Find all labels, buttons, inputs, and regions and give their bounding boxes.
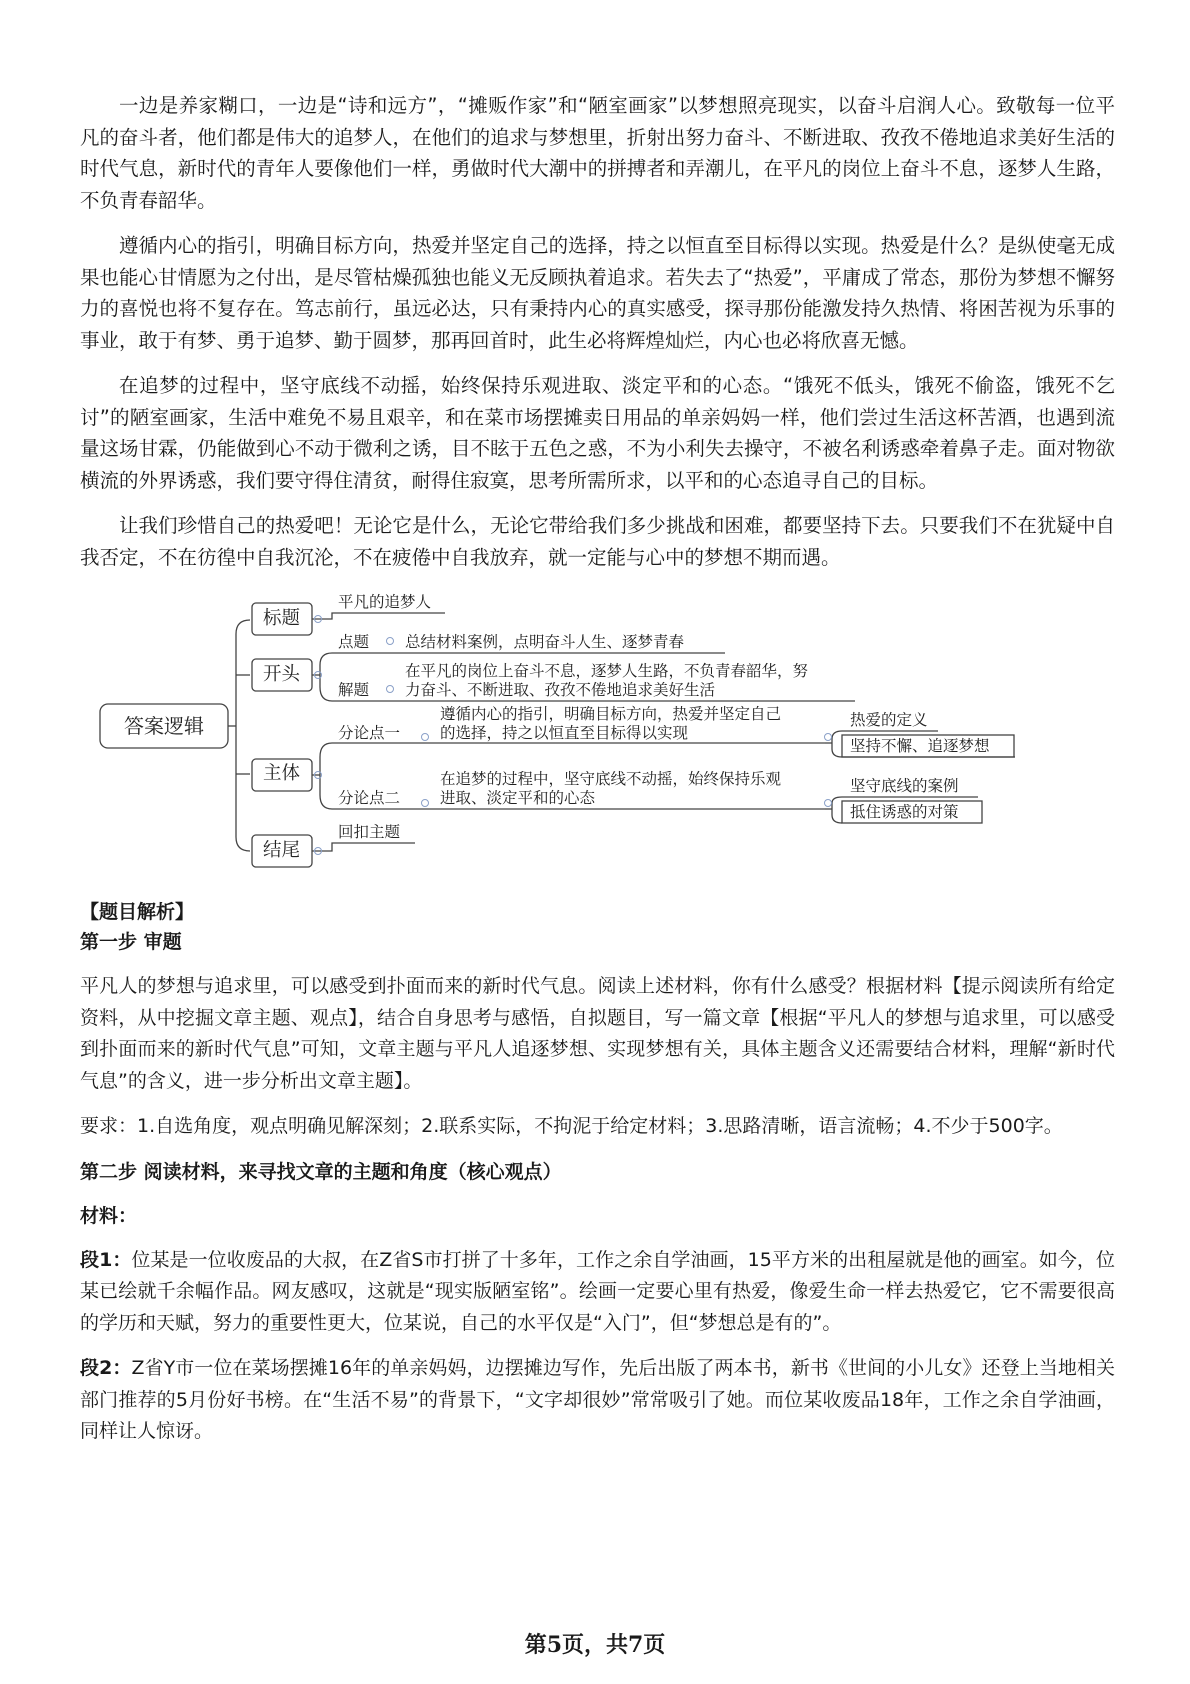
opening-fork bbox=[320, 653, 332, 701]
answer-logic-mindmap bbox=[80, 587, 1115, 897]
sub1-line-2: 的选择，持之以恒直至目标得以实现 bbox=[440, 724, 689, 742]
sub2-leaf-collapse-icon bbox=[825, 800, 832, 807]
sub2-leaf-2: 抵住诱惑的对策 bbox=[850, 803, 959, 821]
essay-paragraph-1: 一边是养家糊口，一边是“诗和远方”，“摊贩作家”和“陋室画家”以梦想照亮现实，以奋斗启润人心。致敬每一位平凡的奋斗者，他们都是伟大的追梦人，在他们的追求与梦想里，折射出努力奋斗、不断进取、孜孜不倦地追求美好生活的时代气息，新时代的青年人要像他们一样，勇做时代大潮中的拼搏者和弄潮儿，在平凡的岗位上奋斗不息，逐梦人生路，不负青春韶华。 bbox=[80, 94, 1115, 212]
sub1-collapse-icon bbox=[422, 734, 429, 741]
segment-2 bbox=[80, 1353, 1115, 1448]
node-title: 标题 bbox=[263, 608, 301, 629]
analysis-section-title: 【题目解析】 bbox=[80, 901, 195, 923]
node-opening: 开头 bbox=[263, 664, 301, 685]
sub2-leaf-1: 坚守底线的案例 bbox=[850, 777, 959, 795]
explain-label: 解题 bbox=[338, 681, 370, 699]
node-body: 主体 bbox=[263, 763, 301, 784]
sub2-collapse-icon bbox=[422, 800, 429, 807]
explain-line-1: 在平凡的岗位上奋斗不息，逐梦人生路，不负青春韶华，努 bbox=[405, 662, 809, 680]
point-text: 总结材料案例，点明奋斗人生、逐梦青春 bbox=[405, 633, 685, 651]
sub1-fork bbox=[832, 731, 842, 757]
sub1-leaf-collapse-icon bbox=[825, 734, 832, 741]
segment-1-label: 段1： bbox=[80, 1248, 132, 1271]
essay-paragraph-3: 在追梦的过程中，坚守底线不动摇，始终保持乐观进取、淡定平和的心态。“饿死不低头，饿死不偷盗，饿死不乞讨”的陋室画家，生活中难免不易且艰辛，和在菜市场摆摊卖日用品的单亲妈妈一样，他们尝过生活这杯苦酒，也遇到流量这场甘霖，仍能做到心不动于微利之诱，目不眩于五色之惑，不为小利失去操守，不被名利诱惑牵着鼻子走。面对物欲横流的外界诱惑，我们要守得住清贫，耐得住寂寞，思考所需所求，以平和的心态追寻自己的目标。 bbox=[80, 374, 1115, 492]
requirements-text: 要求：1.自选角度，观点明确见解深刻；2.联系实际，不拘泥于给定材料；3.思路清晰，语言流畅；4.不少于500字。 bbox=[80, 1115, 1063, 1137]
step1-text: 平凡人的梦想与追求里，可以感受到扑面而来的新时代气息。阅读上述材料，你有什么感受？根据材料【提示阅读所有给定资料，从中挖掘文章主题、观点】，结合自身思考与感悟，自拟题目，写一篇文章【根据“平凡人的梦想与追求里，可以感受到扑面而来的新时代气息”可知，文章主题与平凡人追逐梦想、实现梦想有关，具体主题含义还需要结合材料，理解“新时代气息”的含义，进一步分析出文章主题】。 bbox=[80, 975, 1115, 1092]
sub1-label: 分论点一 bbox=[338, 724, 401, 742]
trunk-line bbox=[236, 620, 250, 851]
point-label: 点题 bbox=[338, 633, 370, 651]
step1-title: 第一步 审题 bbox=[80, 931, 182, 953]
sub2-line-2: 进取、淡定平和的心态 bbox=[440, 789, 596, 807]
mindmap-root: 答案逻辑 bbox=[124, 714, 204, 738]
essay-paragraph-4: 让我们珍惜自己的热爱吧！无论它是什么，无论它带给我们多少挑战和困难，都要坚持下去。只要我们不在犹疑中自我否定，不在彷徨中自我沉沦，不在疲倦中自我放弃，就一定能与心中的梦想不期而遇。 bbox=[80, 514, 1115, 569]
title-value: 平凡的追梦人 bbox=[338, 593, 432, 611]
point-collapse-icon bbox=[387, 638, 394, 645]
segment-1 bbox=[80, 1245, 1115, 1340]
ending-value: 回扣主题 bbox=[338, 823, 401, 841]
explain-line-2: 力奋斗、不断进取、孜孜不倦地追求美好生活 bbox=[405, 681, 716, 699]
material-label: 材料： bbox=[80, 1204, 138, 1227]
page-footer: 第5页，共7页 bbox=[524, 1632, 666, 1658]
explain-collapse-icon bbox=[387, 686, 394, 693]
page-content bbox=[80, 90, 1115, 1462]
title-value-underline bbox=[312, 613, 445, 619]
sub1-leaf-2: 坚持不懈、追逐梦想 bbox=[850, 737, 990, 755]
step2-title: 第二步 阅读材料，来寻找文章的主题和角度（核心观点） bbox=[80, 1160, 562, 1183]
segment-2-label: 段2： bbox=[80, 1357, 132, 1379]
segment-2-text: Z省Y市一位在菜场摆摊16年的单亲妈妈，边摆摊边写作，先后出版了两本书，新书《世间的小儿女》还登上当地相关部门推荐的5月份好书榜。在“生活不易”的背景下，“文字却很妙”常常吸引了她。而位某收废品18年，工作之余自学油画，同样让人惊讶。 bbox=[80, 1357, 1115, 1442]
node-ending: 结尾 bbox=[263, 840, 301, 861]
sub2-label: 分论点二 bbox=[338, 789, 401, 807]
essay-paragraph-2: 遵循内心的指引，明确目标方向，热爱并坚定自己的选择，持之以恒直至目标得以实现。热爱是什么？是纵使毫无成果也能心甘情愿为之付出，是尽管枯燥孤独也能义无反顾执着追求。若失去了“热爱”，平庸成了常态，那份为梦想不懈努力的喜悦也将不复存在。笃志前行，虽远必达，只有秉持内心的真实感受，探寻那份能激发持久热情、将困苦视为乐事的事业，敢于有梦、勇于追梦、勤于圆梦，那再回首时，此生必将辉煌灿烂，内心也必将欣喜无憾。 bbox=[80, 234, 1115, 352]
sub2-line-1: 在追梦的过程中，坚守底线不动摇，始终保持乐观 bbox=[440, 770, 782, 788]
sub2-fork bbox=[832, 797, 842, 823]
segment-1-text: 位某是一位收废品的大叔，在Z省S市打拼了十多年，工作之余自学油画，15平方米的出租屋就是他的画室。如今，位某已绘就千余幅作品。网友感叹，这就是“现实版陋室铭”。绘画一定要心里有热爱，像爱生命一样去热爱它，它不需要很高的学历和天赋，努力的重要性更大，位某说，自己的水平仅是“入门”，但“梦想总是有的”。 bbox=[80, 1248, 1115, 1334]
ending-value-underline bbox=[312, 843, 415, 851]
sub1-leaf-1: 热爱的定义 bbox=[850, 711, 928, 729]
sub1-line-1: 遵循内心的指引，明确目标方向，热爱并坚定自己 bbox=[440, 705, 782, 723]
